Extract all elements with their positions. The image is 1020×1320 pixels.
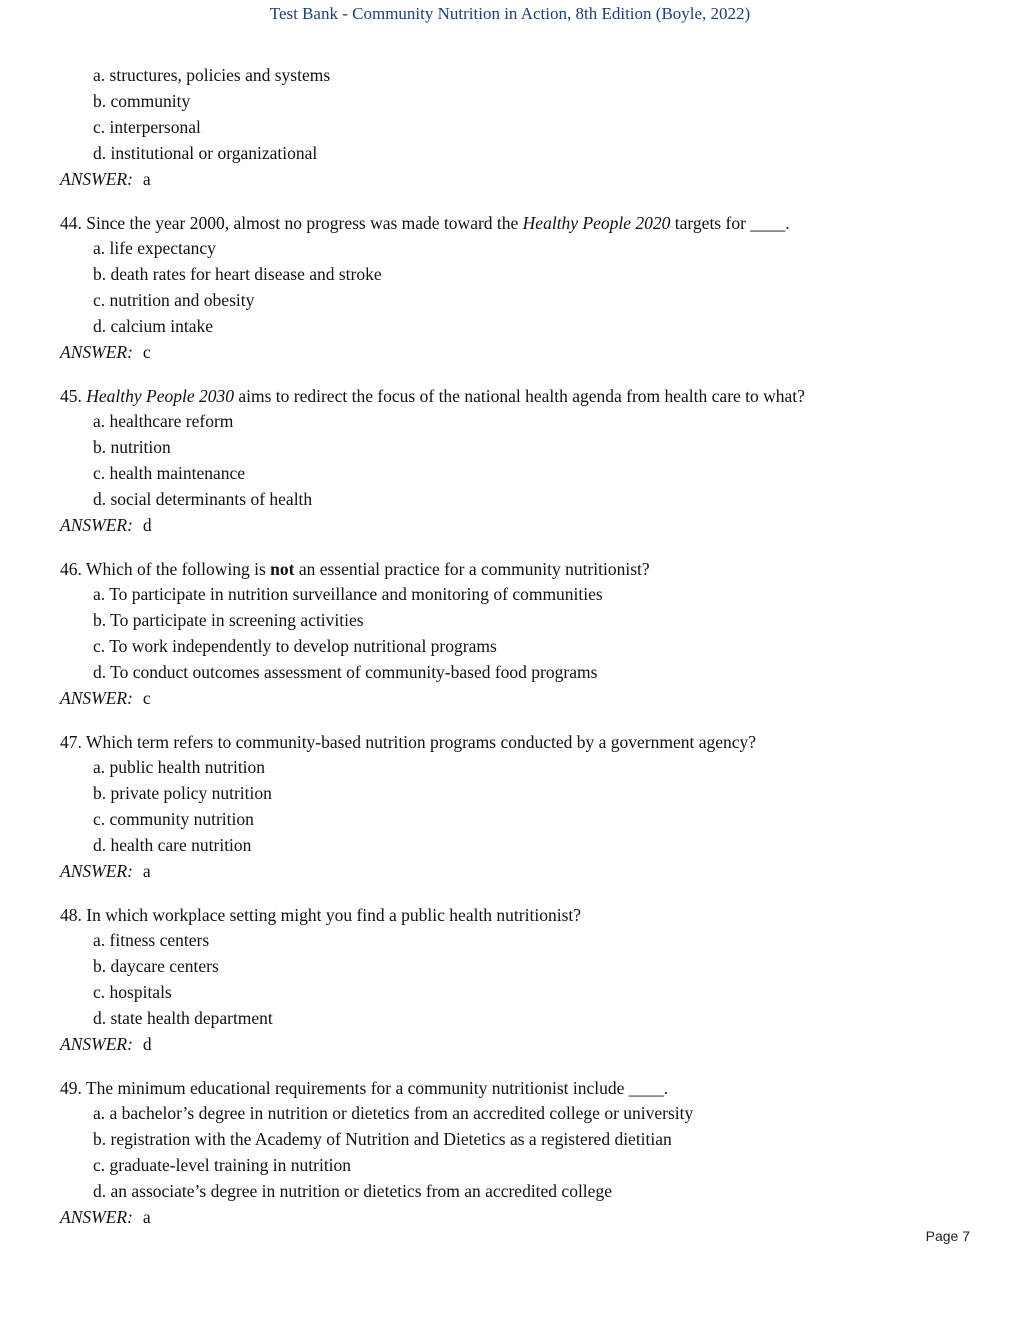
option-d: d. calcium intake <box>93 316 214 336</box>
answer-value: a <box>142 1207 151 1227</box>
options-list <box>60 62 960 166</box>
option-c: c. nutrition and obesity <box>93 290 255 310</box>
answer-label: ANSWER: <box>60 1034 133 1054</box>
option-c: c. health maintenance <box>93 463 246 483</box>
question-number: 47. <box>60 732 82 752</box>
question-block-46 <box>60 557 960 711</box>
question-stem <box>60 1076 960 1100</box>
page-number: Page 7 <box>925 1228 970 1244</box>
answer-label: ANSWER: <box>60 169 133 189</box>
option-d: d. To conduct outcomes assessment of community-based food programs <box>93 662 598 682</box>
question-text: Since the year 2000, almost no progress was made toward the <box>81 213 523 233</box>
answer-line <box>60 166 960 192</box>
answer-line <box>60 339 960 365</box>
answer-label: ANSWER: <box>60 515 133 535</box>
answer-label: ANSWER: <box>60 861 133 881</box>
question-block-47 <box>60 730 960 884</box>
option-b: b. death rates for heart disease and stroke <box>93 264 382 284</box>
option-c: c. graduate-level training in nutrition <box>93 1155 352 1175</box>
option-d: d. institutional or organizational <box>93 143 318 163</box>
option-b: b. community <box>93 91 191 111</box>
option-a: a. To participate in nutrition surveillance and monitoring of communities <box>93 584 603 604</box>
option-a: a. a bachelor’s degree in nutrition or dietetics from an accredited college or university <box>93 1103 694 1123</box>
options-list <box>60 408 960 512</box>
question-number: 48. <box>60 905 82 925</box>
option-d: d. health care nutrition <box>93 835 252 855</box>
option-b: b. To participate in screening activities <box>93 610 364 630</box>
answer-line <box>60 1204 960 1230</box>
options-list <box>60 754 960 858</box>
question-text: The minimum educational requirements for a community nutritionist include ____. <box>81 1078 669 1098</box>
answer-value: c <box>142 342 151 362</box>
question-emphasis: Healthy People 2030 <box>86 386 234 406</box>
question-list <box>60 62 960 1249</box>
option-d: d. an associate’s degree in nutrition or dietetics from an accredited college <box>93 1181 612 1201</box>
question-stem <box>60 557 960 581</box>
option-b: b. daycare centers <box>93 956 219 976</box>
question-stem <box>60 730 960 754</box>
options-list <box>60 581 960 685</box>
option-a: a. public health nutrition <box>93 757 266 777</box>
option-c: c. interpersonal <box>93 117 201 137</box>
answer-line <box>60 685 960 711</box>
question-block-44 <box>60 211 960 365</box>
question-bold: not <box>270 559 295 579</box>
options-list <box>60 927 960 1031</box>
answer-value: a <box>142 169 151 189</box>
question-stem <box>60 903 960 927</box>
question-text-suffix: targets for ____. <box>670 213 790 233</box>
answer-line <box>60 512 960 538</box>
question-number: 45. <box>60 386 82 406</box>
answer-value: d <box>142 515 152 535</box>
option-a: a. structures, policies and systems <box>93 65 331 85</box>
answer-label: ANSWER: <box>60 688 133 708</box>
question-stem <box>60 211 960 235</box>
option-a: a. healthcare reform <box>93 411 234 431</box>
question-text: Which term refers to community-based nutrition programs conducted by a government agency? <box>81 732 757 752</box>
question-block-48 <box>60 903 960 1057</box>
answer-label: ANSWER: <box>60 1207 133 1227</box>
question-block-43 <box>60 62 960 192</box>
question-emphasis: Healthy People 2020 <box>522 213 671 233</box>
question-stem <box>60 384 960 408</box>
question-text: Which of the following is <box>81 559 271 579</box>
option-a: a. fitness centers <box>93 930 210 950</box>
answer-line <box>60 858 960 884</box>
answer-label: ANSWER: <box>60 342 133 362</box>
answer-line <box>60 1031 960 1057</box>
option-c: c. community nutrition <box>93 809 254 829</box>
option-d: d. state health department <box>93 1008 273 1028</box>
question-block-49 <box>60 1076 960 1230</box>
question-block-45 <box>60 384 960 538</box>
answer-value: d <box>142 1034 152 1054</box>
question-number: 46. <box>60 559 82 579</box>
option-b: b. registration with the Academy of Nutrition and Dietetics as a registered dietitian <box>93 1129 672 1149</box>
question-text: In which workplace setting might you find a public health nutritionist? <box>81 905 582 925</box>
option-c: c. To work independently to develop nutritional programs <box>93 636 497 656</box>
question-text-suffix: aims to redirect the focus of the national health agenda from health care to what? <box>233 386 805 406</box>
answer-value: a <box>142 861 151 881</box>
options-list <box>60 1100 960 1204</box>
option-d: d. social determinants of health <box>93 489 313 509</box>
document-header: Test Bank - Community Nutrition in Action, 8th Edition (Boyle, 2022) <box>269 4 751 23</box>
option-b: b. nutrition <box>93 437 171 457</box>
question-number: 49. <box>60 1078 82 1098</box>
option-b: b. private policy nutrition <box>93 783 272 803</box>
answer-value: c <box>142 688 151 708</box>
question-number: 44. <box>60 213 82 233</box>
option-c: c. hospitals <box>93 982 172 1002</box>
option-a: a. life expectancy <box>93 238 216 258</box>
question-text-suffix: an essential practice for a community nutritionist? <box>294 559 650 579</box>
options-list <box>60 235 960 339</box>
